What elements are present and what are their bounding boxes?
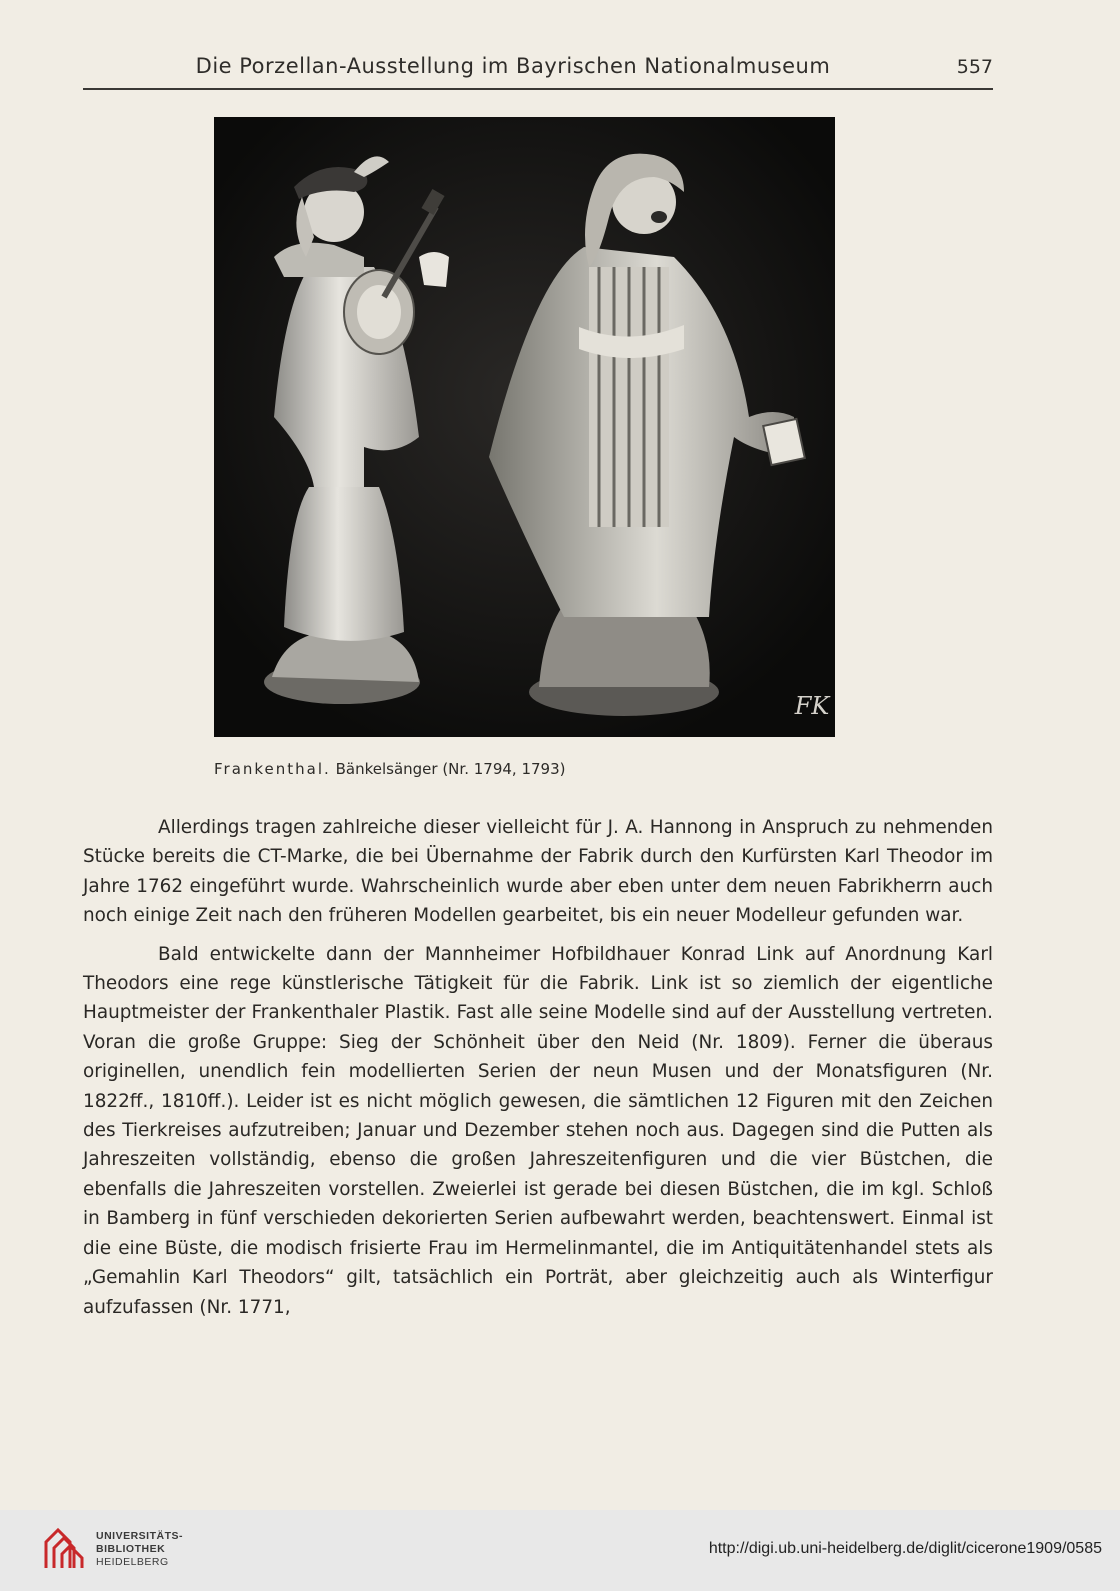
figure-photograph (214, 117, 835, 737)
library-name (96, 1530, 183, 1569)
page-number: 557 (956, 56, 993, 78)
figure-caption (214, 760, 814, 778)
library-name-line2: BIBLIOTHEK (96, 1543, 166, 1555)
library-footer (0, 1510, 1120, 1591)
library-name-line1: UNIVERSITÄTS- (96, 1530, 184, 1542)
caption-text: Bänkelsänger (Nr. 1794, 1793) (335, 760, 566, 778)
porcelain-figures-illustration (214, 117, 835, 737)
caption-place: Frankenthal. (214, 760, 331, 778)
running-head (83, 48, 993, 90)
paragraph-2: Bald entwickelte dann der Mannheimer Hofbildhauer Konrad Link auf Anordnung Karl Theodors eine rege künstlerische Tätigkeit für die Fabrik. Link ist so ziemlich der eigentliche Hauptmeister der Frankenthaler Plastik. Fast alle seine Modelle sind auf der Ausstellung vertreten. Voran die große Gruppe: Sieg der Schönheit über den Neid (Nr. 1809). Ferner die überaus originellen, unendlich fein modellierten Serien der neun Musen und der Monatsfiguren (Nr. 1822ff., 1810ff.). Leider ist es nicht möglich gewesen, die sämtlichen 12 Figuren mit den Zeichen des Tierkreises aufzutreiben; Januar und Dezember stehen noch aus. Dagegen sind die Putten als Jahreszeiten vollständig, ebenso die großen Jahreszeitenfiguren und die vier Büstchen, die ebenfalls die Jahreszeiten vorstellen. Zweierlei ist gerade bei diesen Büstchen, die im kgl. Schloß in Bamberg in fünf verschieden dekorierten Serien aufbewahrt werden, beachtenswert. Einmal ist die eine Büste, die modisch frisierte Frau im Hermelinmantel, die im Antiquitätenhandel stets als „Gemahlin Karl Theodors“ gilt, tatsächlich ein Porträt, aber gleichzeitig auch als Winterfigur aufzufassen (Nr. 1771, (83, 943, 993, 1318)
running-title: Die Porzellan-Ausstellung im Bayrischen Nationalmuseum (195, 54, 831, 78)
library-name-line3: HEIDELBERG (96, 1556, 169, 1568)
digital-copy-link[interactable]: http://digi.ub.uni-heidelberg.de/diglit/cicerone1909/0585 (708, 1540, 1102, 1557)
photographer-monogram: FK (794, 692, 830, 720)
paragraph-1: Allerdings tragen zahlreiche dieser vielleicht für J. A. Hannong in Anspruch zu nehmenden Stücke bereits die CT-Marke, die bei Übernahme der Fabrik durch den Kurfürsten Karl Theodor im Jahre 1762 eingeführt wurde. Wahrscheinlich wurde aber eben unter dem neuen Fabrikherrn auch noch einige Zeit nach den früheren Modellen gearbeitet, bis ein neuer Modelleur gefunden war. (83, 817, 993, 927)
body-text (83, 813, 993, 1331)
library-logo-icon (40, 1524, 90, 1574)
